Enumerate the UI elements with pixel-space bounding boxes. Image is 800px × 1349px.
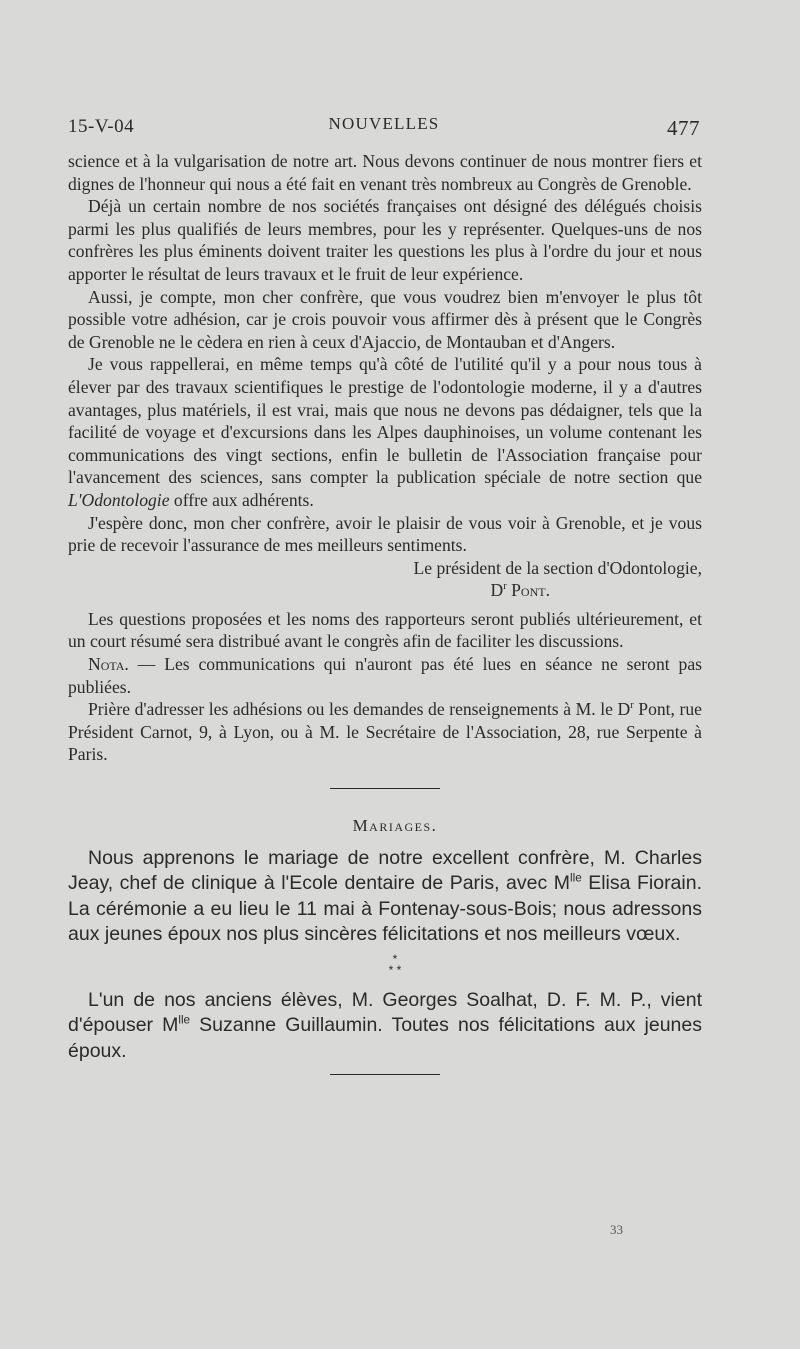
nota-paragraph	[68, 653, 702, 698]
end-divider	[330, 1074, 440, 1075]
letter-paragraph	[68, 353, 702, 511]
journal-title: L'Odontologie	[68, 489, 170, 510]
issue-date: 15-V-04	[68, 116, 135, 137]
signature-name	[68, 579, 702, 602]
text-run: Pont, rue Président Carnot, 9, à Lyon, ou à M. le Secrétaire de l'Association, 28, rue Serpente à Paris.	[68, 699, 702, 765]
note-paragraph: Les questions proposées et les noms des rapporteurs seront publiés ultérieurement, et un court résumé sera distribué avant le congrès afin de faciliter les discussions.	[68, 608, 702, 652]
text-run: L'un de nos anciens élèves, M. Georges Soalhat, D. F. M. P., vient d'épouser M	[68, 988, 702, 1037]
text-run: Je vous rappellerai, en même temps qu'à côté de l'utilité qu'il y a pour nous tous à élever par des travaux scientifiques le prestige de l'odontologie moderne, il y a d'autres avantages, plus matériels, il est vrai, mais que nous ne devons pas dédaigner, tels que la facilité de voyage et d'excursions dans les Alpes dauphinoises, un volume contenant les communications des vingt sections, enfin le bulletin de l'Association française pour l'avancement des sciences, sans compter la publication spéciale de notre section que	[68, 354, 702, 488]
text-run: D	[490, 580, 504, 601]
superscript: r	[503, 581, 507, 593]
text-run: Nous apprenons le mariage de notre excellent confrère, M. Charles Jeay, chef de clinique à l'Ecole dentaire de Paris, avec M	[68, 846, 702, 895]
section-title-header: NOUVELLES	[328, 114, 440, 133]
superscript: lle	[570, 871, 582, 885]
letter-paragraph: Aussi, je compte, mon cher confrère, que vous voudrez bien m'envoyer le plus tôt possible votre adhésion, car je crois pouvoir vous affirmer dès à présent que le Congrès de Grenoble ne le cèdera en rien à ceux d'Ajaccio, de Montauban et d'Angers.	[68, 286, 702, 352]
signature-surname: Pont.	[511, 580, 550, 601]
article-body	[68, 150, 702, 1075]
asterism-bottom: * *	[388, 962, 402, 977]
page-number: 477	[667, 116, 700, 140]
text-run: Elisa Fiorain. La cérémonie a eu lieu le 11 mai à Fontenay-sous-Bois; nous adressons aux jeunes époux nos plus sincères félicitations et nos meilleurs vœux.	[68, 872, 702, 946]
nota-label: Nota.	[88, 654, 129, 675]
mariages-title: Mariages.	[352, 816, 438, 836]
signature-line: Le président de la section d'Odontologie,	[413, 557, 702, 578]
running-header	[68, 112, 700, 142]
text-run: Suzanne Guillaumin. Toutes nos félicitations aux jeunes époux.	[68, 1014, 702, 1062]
text-run: Prière d'adresser les adhésions ou les demandes de renseignements à M. le D	[88, 699, 631, 720]
letter-paragraph: Déjà un certain nombre de nos sociétés françaises ont désigné des délégués choisis parmi les plus qualifiés de leurs membres, pour les y représenter. Quelques-uns de nos confrères les plus éminents doivent traiter les questions les plus à l'ordre du jour et nous apporter le résultat de leurs travaux et le fruit de leur expérience.	[68, 196, 702, 284]
letter-paragraph: science et à la vulgarisation de notre art. Nous devons continuer de nous montrer fiers et dignes de l'honneur qui nous a été fait en venant très nombreux au Congrès de Grenoble.	[68, 151, 702, 194]
note-paragraph	[68, 698, 702, 766]
asterism-top: *	[392, 951, 398, 966]
letter-paragraph: J'espère donc, mon cher confrère, avoir le plaisir de vous voir à Grenoble, et je vous prie de recevoir l'assurance de mes meilleurs sentiments.	[68, 512, 702, 556]
mariage-paragraph	[68, 846, 702, 948]
signature-mark: 33	[610, 1222, 623, 1237]
mariage-paragraph	[68, 988, 702, 1065]
superscript: lle	[178, 1013, 191, 1027]
text-run: offre aux adhérents.	[169, 489, 314, 510]
superscript: r	[630, 700, 634, 712]
mariages-section	[68, 846, 702, 1065]
text-run: — Les communications qui n'auront pas été lues en séance ne seront pas publiées.	[68, 654, 702, 697]
